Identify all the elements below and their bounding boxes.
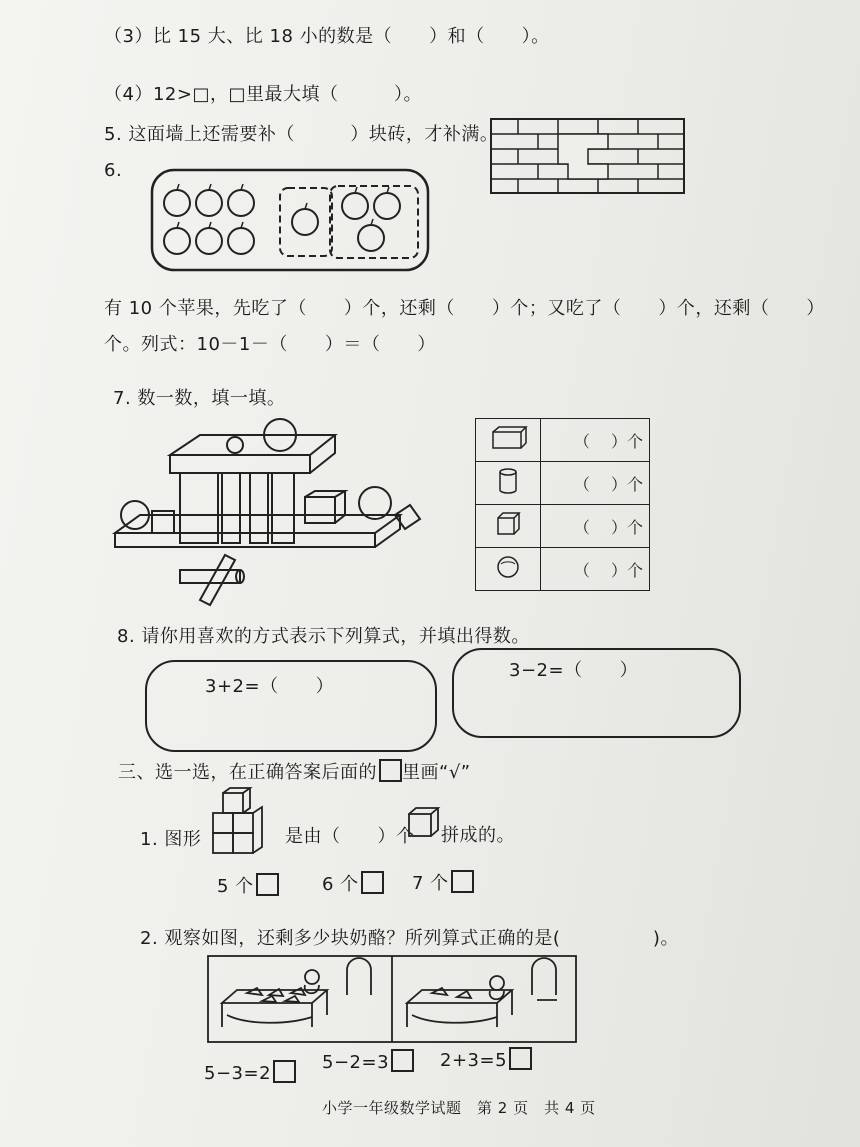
section-3-q1-post: 拼成的。 <box>441 825 515 846</box>
answer-option-a-checkbox[interactable] <box>273 1060 296 1083</box>
question-6-line-2: 个。列式：10－1－（ ）＝（ ） <box>104 334 436 355</box>
apples-figure <box>150 168 430 273</box>
question-6-number: 6. <box>104 160 123 181</box>
question-3-text: （3）比 15 大、比 18 小的数是（ ）和（ ）。 <box>104 26 550 47</box>
mouse-cheese-figure <box>207 955 577 1043</box>
option-5-checkbox[interactable] <box>256 873 279 896</box>
section-3-q1-label: 1. 图形 <box>140 829 202 850</box>
section-3-q2-text: 2. 观察如图，还剩多少块奶酪？所列算式正确的是( )。 <box>140 928 679 949</box>
cylinder-count-answer[interactable]: （ ）个 <box>541 462 650 505</box>
answer-option-b[interactable] <box>322 1049 414 1073</box>
count-table <box>475 418 650 591</box>
question-7-title: 7. 数一数，填一填。 <box>113 388 286 409</box>
table-row <box>476 419 650 462</box>
subtraction-equation: 3−2=（ ） <box>509 660 639 681</box>
answer-option-c-checkbox[interactable] <box>509 1047 532 1070</box>
section-3-title-post: 里画“√” <box>402 762 471 783</box>
section-3-title <box>118 758 471 784</box>
question-4-text: （4）12>□，□里最大填（ ）。 <box>104 84 422 105</box>
option-6[interactable] <box>322 870 384 896</box>
option-6-checkbox[interactable] <box>361 871 384 894</box>
cuboid-icon <box>488 424 528 452</box>
page-footer: 小学一年级数学试题 第 2 页 共 4 页 <box>322 1099 596 1117</box>
option-7-checkbox[interactable] <box>451 870 474 893</box>
cube-icon <box>488 510 528 538</box>
table-row <box>476 548 650 591</box>
answer-option-a-label: 5−3=2 <box>204 1063 272 1084</box>
sphere-count-answer[interactable]: （ ）个 <box>541 548 650 591</box>
checkbox-icon <box>379 759 402 782</box>
addition-equation: 3+2=（ ） <box>205 676 335 697</box>
question-8-title: 8. 请你用喜欢的方式表示下列算式，并填出得数。 <box>117 626 530 647</box>
answer-option-c-label: 2+3=5 <box>440 1050 508 1071</box>
answer-frame-addition[interactable] <box>145 660 437 752</box>
cuboid-count-answer[interactable]: （ ）个 <box>541 419 650 462</box>
option-7[interactable] <box>412 869 474 895</box>
table-row <box>476 505 650 548</box>
option-6-label: 6 个 <box>322 874 359 895</box>
section-3-q1-mid: 是由（ ）个 <box>285 826 415 847</box>
cube-count-answer[interactable]: （ ）个 <box>541 505 650 548</box>
question-6-line-1: 有 10 个苹果，先吃了（ ）个，还剩（ ）个；又吃了（ ）个，还剩（ ） <box>104 298 825 319</box>
section-3-title-pre: 三、选一选，在正确答案后面的 <box>118 762 377 783</box>
table-row <box>476 462 650 505</box>
question-5-text: 5. 这面墙上还需要补（ ）块砖，才补满。 <box>104 124 499 145</box>
brick-wall-figure <box>490 118 685 194</box>
cylinder-icon <box>488 466 528 496</box>
sphere-icon <box>488 553 528 581</box>
option-7-label: 7 个 <box>412 873 449 894</box>
answer-option-c[interactable] <box>440 1047 532 1071</box>
option-5[interactable] <box>217 872 279 898</box>
solid-shapes-structure-figure <box>110 415 440 610</box>
answer-option-b-checkbox[interactable] <box>391 1049 414 1072</box>
answer-frame-subtraction[interactable] <box>452 648 741 738</box>
answer-option-b-label: 5−2=3 <box>322 1052 390 1073</box>
option-5-label: 5 个 <box>217 876 254 897</box>
single-cube-icon <box>407 806 441 838</box>
answer-option-a[interactable] <box>204 1060 296 1084</box>
stacked-cubes-figure <box>210 786 275 861</box>
